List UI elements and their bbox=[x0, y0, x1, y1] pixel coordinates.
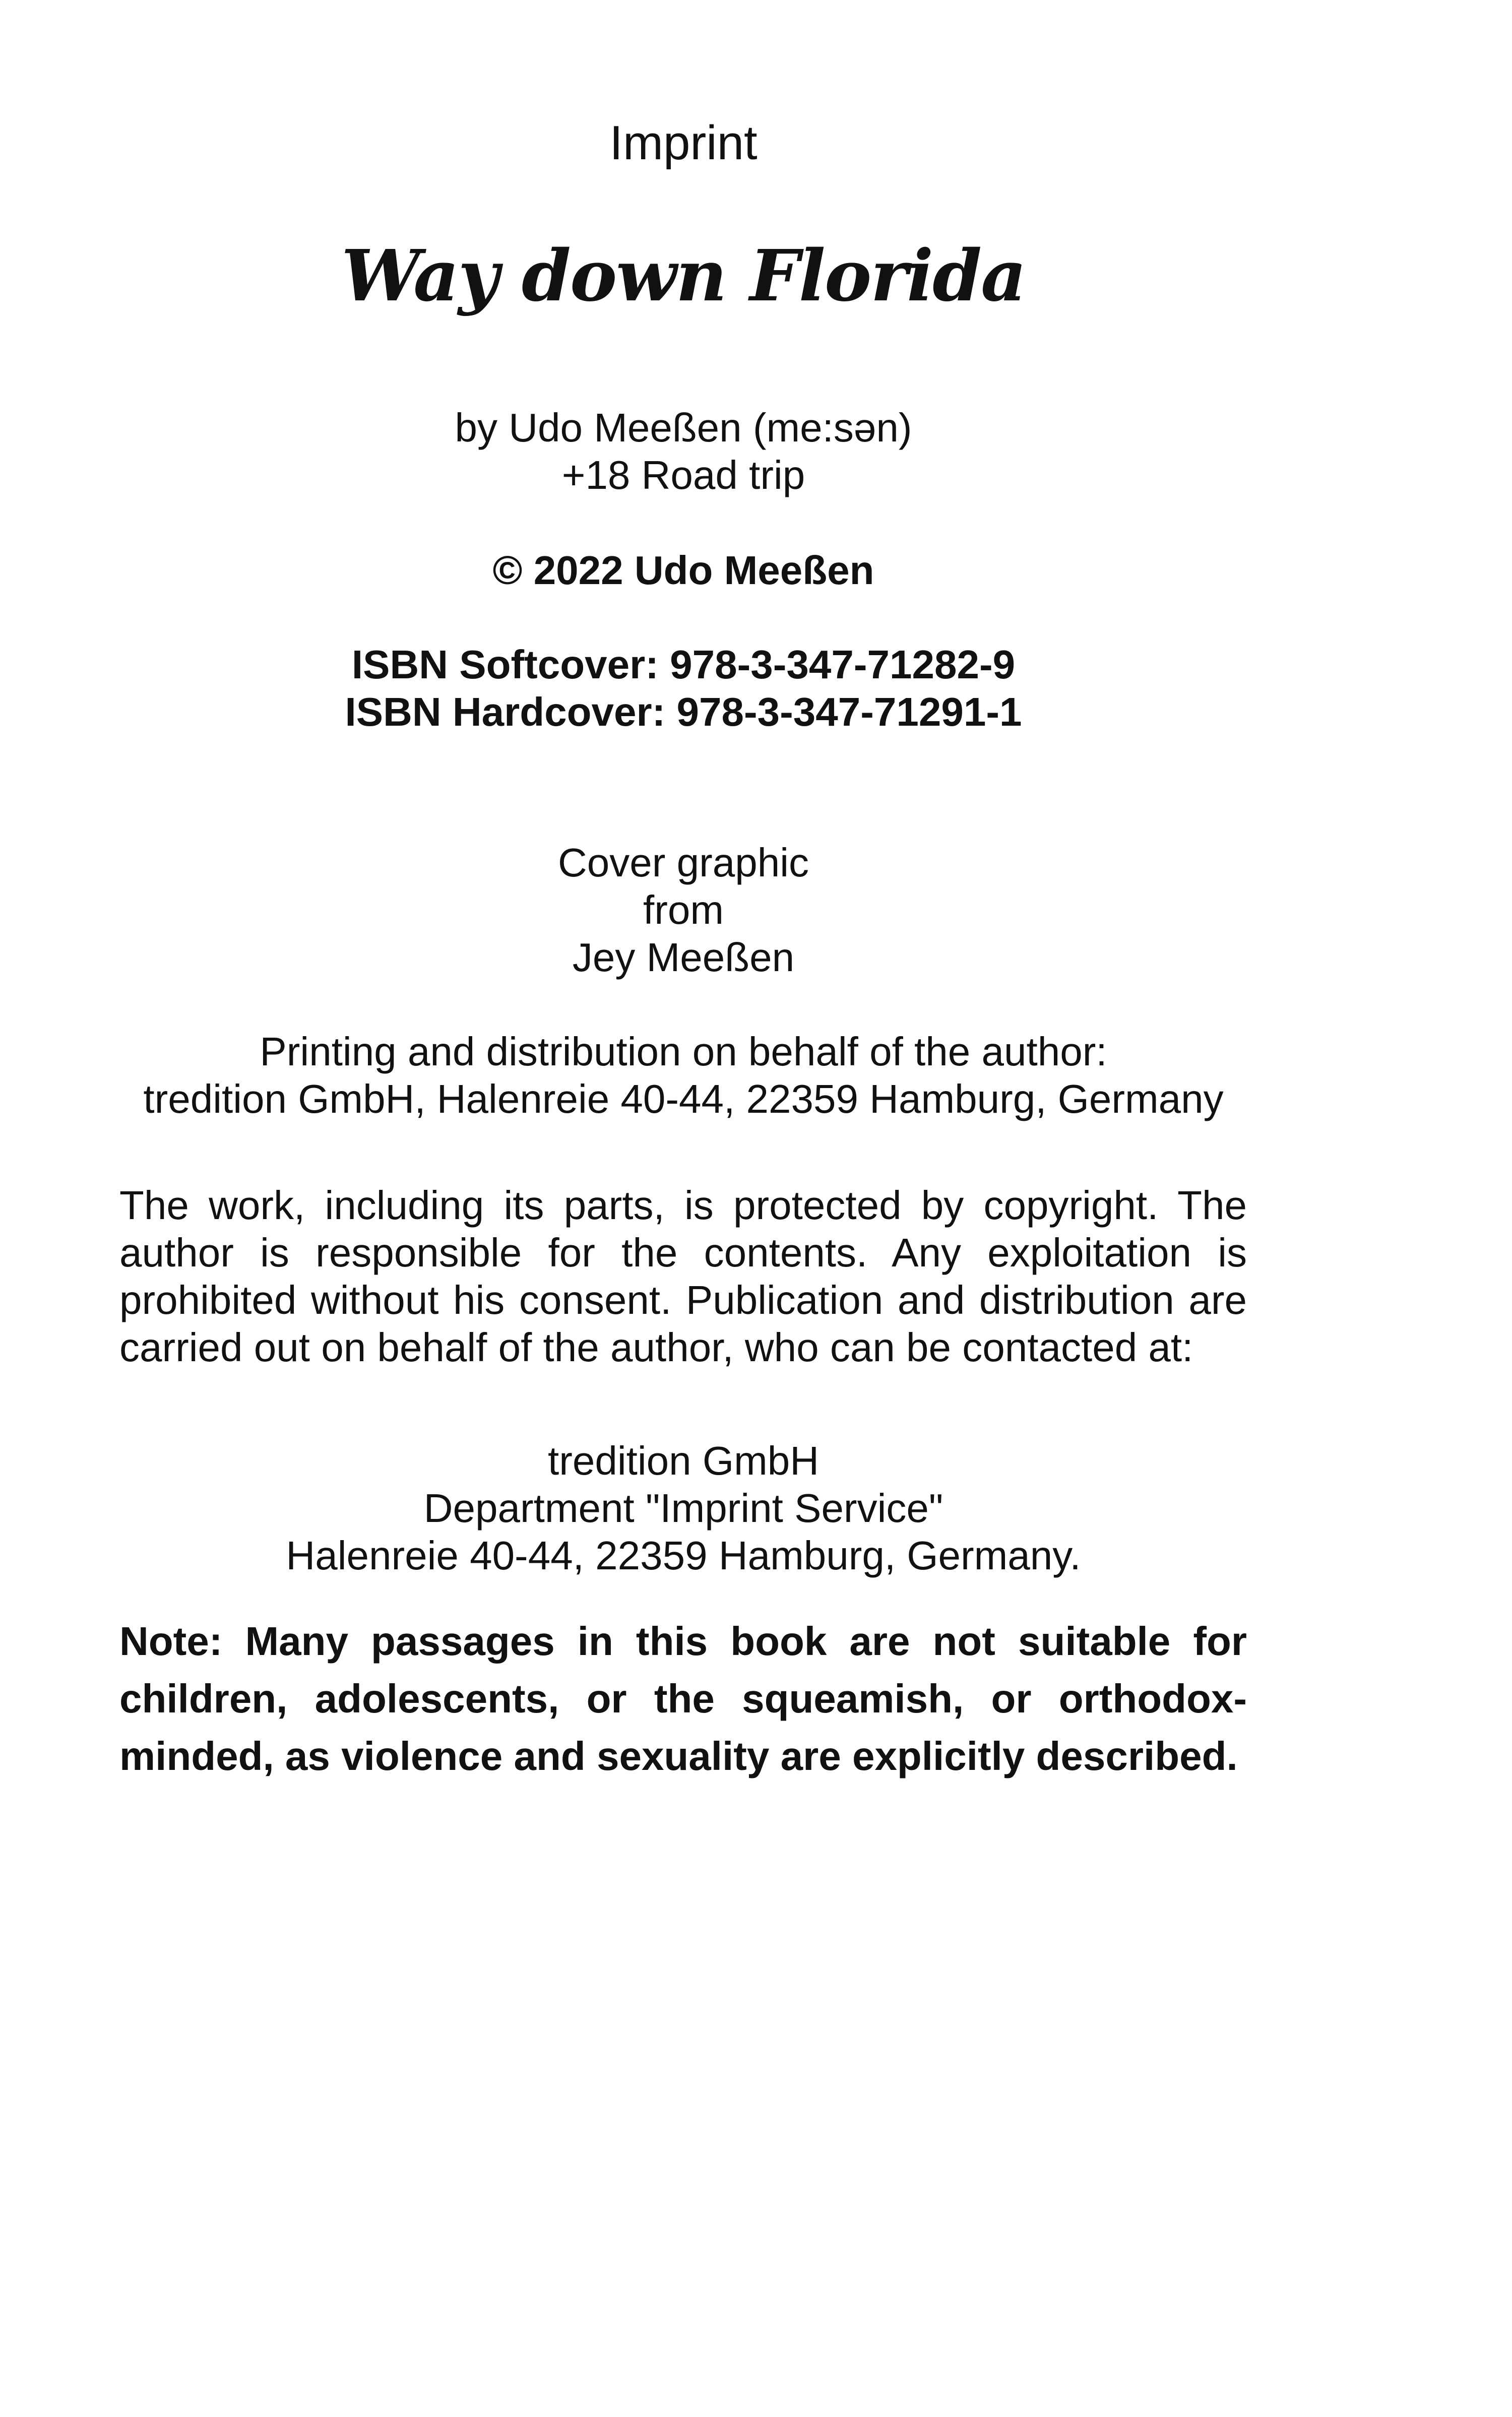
author-byline: by Udo Meeßen (me:sən) bbox=[455, 405, 912, 450]
cover-credit-line-3: Jey Meeßen bbox=[572, 935, 795, 980]
cover-credit-line-1: Cover graphic bbox=[557, 840, 809, 885]
content-warning-note: Note: Many passages in this book are not suitable for children, adolescents, or the squeamish, or orthodox-minded, as violence and sexuality are explicitly described. bbox=[119, 1619, 1247, 1778]
contact-street: Halenreie 40-44, 22359 Hamburg, Germany. bbox=[286, 1533, 1081, 1578]
contact-company: tredition GmbH bbox=[548, 1438, 819, 1483]
cover-credit-line-2: from bbox=[643, 887, 724, 932]
isbn-block bbox=[0, 641, 1367, 736]
contact-department: Department "Imprint Service" bbox=[423, 1486, 943, 1531]
printing-line-2: tredition GmbH, Halenreie 40-44, 22359 Hamburg, Germany bbox=[143, 1076, 1224, 1121]
isbn-softcover: ISBN Softcover: 978-3-347-71282-9 bbox=[351, 642, 1016, 687]
printing-line-1: Printing and distribution on behalf of the author: bbox=[260, 1029, 1107, 1074]
genre-line: +18 Road trip bbox=[561, 453, 805, 497]
book-title: Way down Florida bbox=[341, 235, 1026, 317]
page-heading: Imprint bbox=[609, 116, 758, 170]
contact-address bbox=[0, 1437, 1367, 1579]
copyright-notice: The work, including its parts, is protected by copyright. The author is responsible for the contents. Any exploitation is prohibited without his consent. Publication and distribution are carried out on behalf of the author, who can be contacted at: bbox=[119, 1183, 1247, 1370]
copyright-line: © 2022 Udo Meeßen bbox=[492, 548, 874, 593]
isbn-hardcover: ISBN Hardcover: 978-3-347-71291-1 bbox=[345, 689, 1022, 734]
cover-credit bbox=[0, 839, 1367, 981]
printing-info bbox=[0, 1028, 1367, 1123]
author-block bbox=[0, 404, 1367, 499]
